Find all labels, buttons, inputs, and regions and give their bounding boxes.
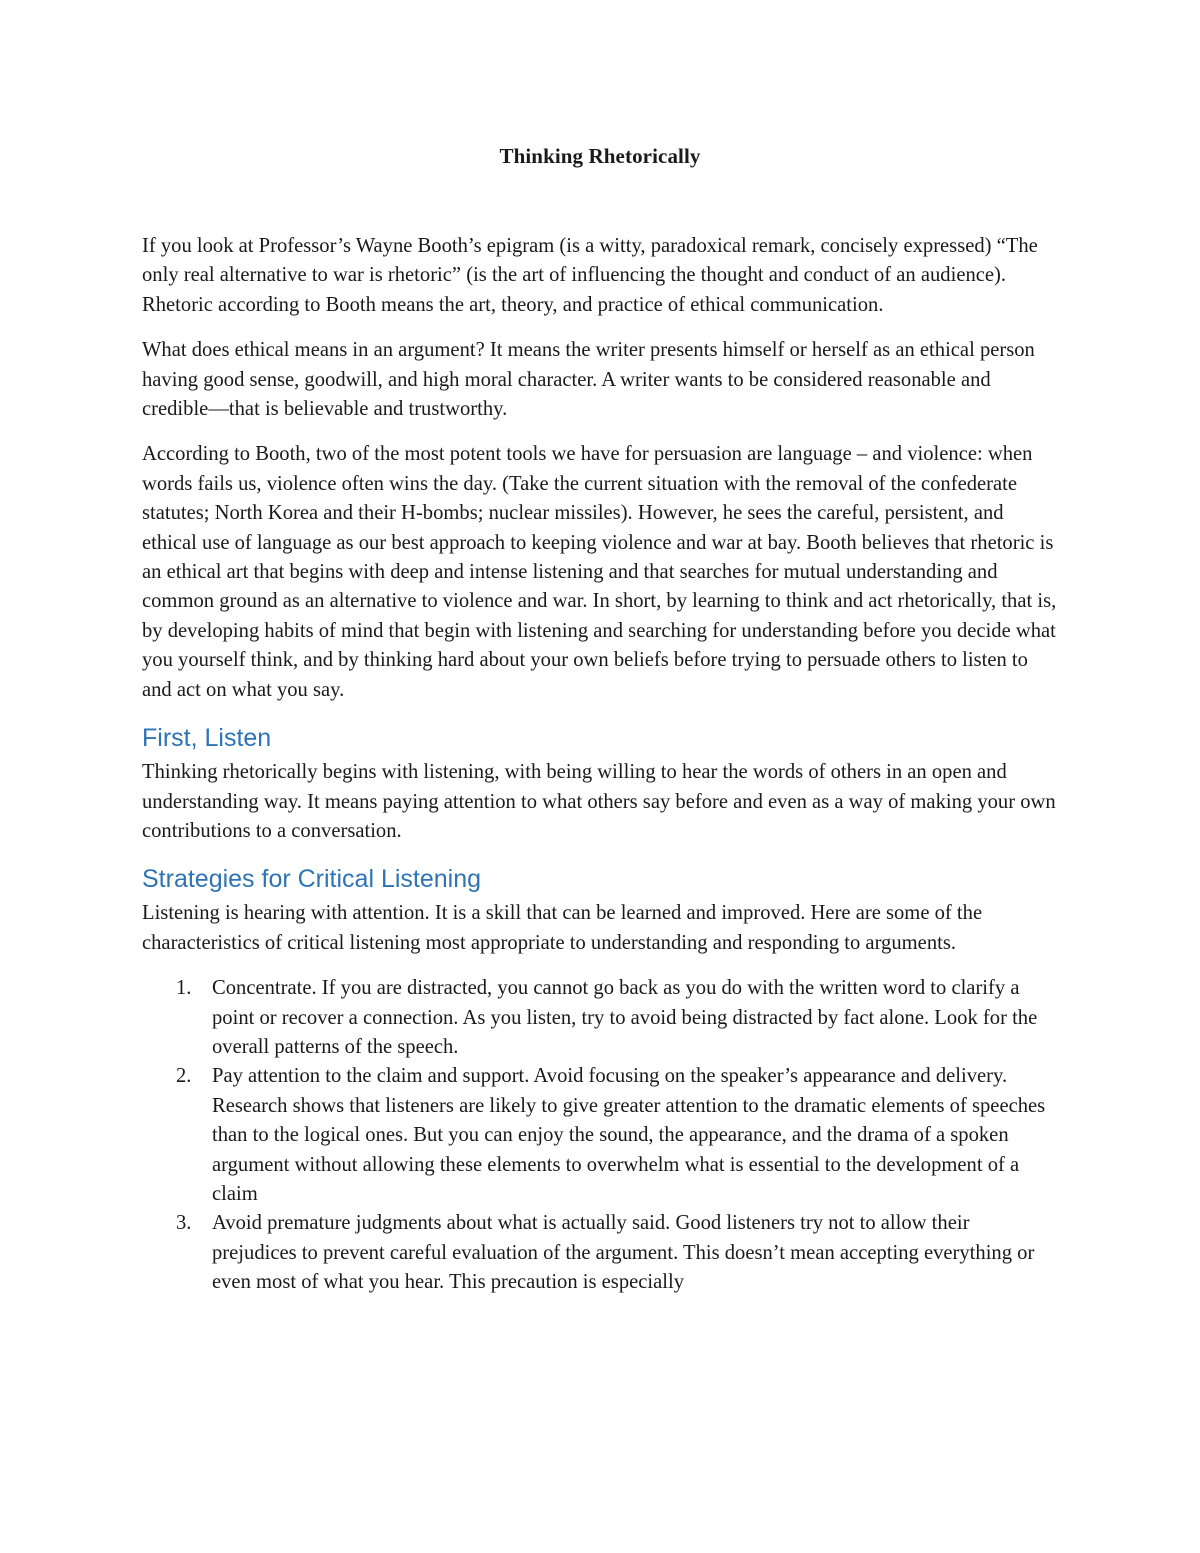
paragraph-booth: According to Booth, two of the most potent tools we have for persuasion are language – and violence: when words fails us, violence often wins the day. (Take the current situation with the removal of the confederate statutes; North Korea and their H-bombs; nuclear missiles). However, he sees the careful, persistent, and ethical use of language as our best approach to keeping violence and war at bay. Booth believes that rhetoric is an ethical art that begins with deep and intense listening and that searches for mutual understanding and common ground as an alternative to violence and war. In short, by learning to think and act rhetorically, that is, by developing habits of mind that begin with listening and searching for understanding before you decide what you yourself think, and by thinking hard about your own beliefs before trying to persuade others to listen to and act on what you say. <box>142 443 1057 701</box>
list-item-number: 3. <box>176 1212 192 1235</box>
paragraph-first-listen: Thinking rhetorically begins with listening, with being willing to hear the words of others in an open and understanding way. It means paying attention to what others say before and even as a way of making your own contributions to a conversation. <box>142 761 1056 842</box>
list-item-text: Pay attention to the claim and support. Avoid focusing on the speaker’s appearance and delivery. Research shows that listeners are likely to give greater attention to the dramatic elements of speeches than to the logical ones. But you can enjoy the sound, the appearance, and the drama of a spoken argument without allowing these elements to overwhelm what is essential to the development of a claim <box>212 1065 1046 1205</box>
list-item-text: Avoid premature judgments about what is actually said. Good listeners try not to allow their prejudices to prevent careful evaluation of the argument. This doesn’t mean accepting everything or even most of what you hear. This precaution is especially <box>212 1212 1035 1294</box>
list-item <box>142 974 1058 1062</box>
list-item <box>142 1209 1058 1297</box>
list-item-number: 2. <box>176 1065 192 1088</box>
strategies-list <box>142 974 1058 1297</box>
document-body <box>142 232 1058 1298</box>
paragraph-ethical: What does ethical means in an argument? It means the writer presents himself or herself as an ethical person having good sense, goodwill, and high moral character. A writer wants to be considered reasonable and credible—that is believable and trustworthy. <box>142 339 1035 421</box>
list-item <box>142 1062 1058 1209</box>
list-item-text: Concentrate. If you are distracted, you cannot go back as you do with the written word to clarify a point or recover a connection. As you listen, try to avoid being distracted by fact alone. Look for the overall patterns of the speech. <box>212 977 1038 1058</box>
document-title: Thinking Rhetorically <box>499 144 701 168</box>
list-item-number: 1. <box>176 977 192 1000</box>
heading-first-listen: First, Listen <box>142 724 272 753</box>
paragraph-strategies: Listening is hearing with attention. It is a skill that can be learned and improved. Here are some of the characteristics of critical listening most appropriate to understanding and responding to arguments. <box>142 902 983 954</box>
paragraph-intro: If you look at Professor’s Wayne Booth’s epigram (is a witty, paradoxical remark, concisely expressed) “The only real alternative to war is rhetoric” (is the art of influencing the thought and conduct of an audience). Rhetoric according to Booth means the art, theory, and practice of ethical communication. <box>142 235 1038 316</box>
heading-strategies: Strategies for Critical Listening <box>142 865 482 894</box>
